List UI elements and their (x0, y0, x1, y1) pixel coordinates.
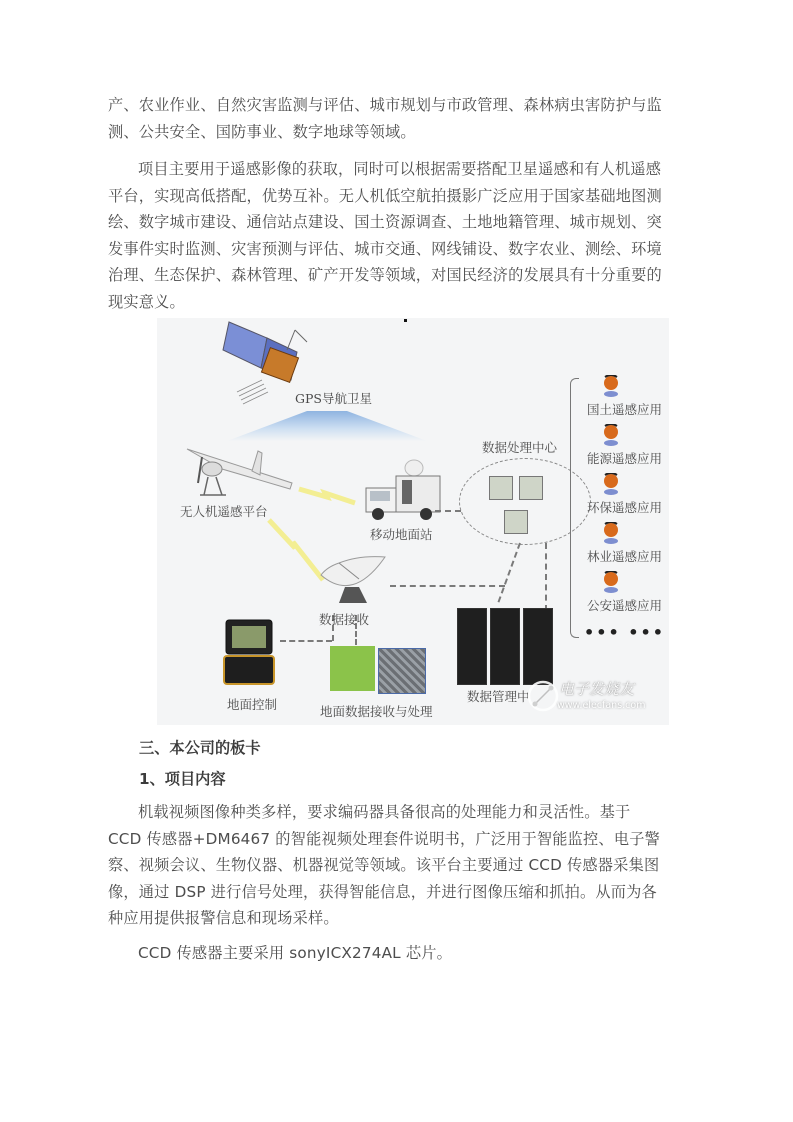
computer-icon (489, 476, 513, 500)
label-application: 能源遥感应用 (587, 451, 663, 466)
label-application: 国土遥感应用 (587, 402, 663, 417)
text-line: 测、公共安全、国防事业、数字地球等领域。 (108, 122, 416, 141)
label-gps-satellite: GPS导航卫星 (295, 391, 372, 406)
label-application: 环保遥感应用 (587, 500, 663, 515)
connector-line (545, 543, 547, 611)
connector-line (390, 585, 505, 587)
text-line: 机载视频图像种类多样，要求编码器具备很高的处理能力和灵活性。基于 (138, 803, 631, 821)
text-line: 治理、生态保护、森林管理、矿产开发等领域，对国民经济的发展具有十分重要的 (108, 266, 662, 284)
ellipsis-more: ••• ••• (584, 623, 665, 642)
text-line: 产、农业作业、自然灾害监测与评估、城市规划与市政管理、森林病虫害防护与监 (108, 96, 662, 114)
paragraph-project-content (108, 799, 674, 932)
computer-icon (504, 510, 528, 534)
wireless-link-icon (297, 483, 357, 508)
server-unit (490, 608, 520, 685)
label-application: 公安遥感应用 (587, 598, 663, 613)
paragraph-application-fields (108, 92, 674, 145)
server-rack-icon (457, 608, 552, 683)
mobile-ground-station-icon (362, 458, 442, 523)
watermark-logo-icon (527, 676, 559, 716)
receiver-device-icon (330, 646, 375, 691)
text-line: 平台，实现高低搭配，优势互补。无人机低空航拍摄影广泛应用于国家基础地图测 (108, 186, 662, 205)
label-ground-control: 地面控制 (227, 697, 278, 712)
watermark-text-en: www.elecfans.com (557, 700, 646, 711)
bracket-line (570, 378, 579, 638)
text-line: 绘、数字城市建设、通信站点建设、国土资源调查、土地地籍管理、城市规划、突 (108, 213, 662, 231)
user-icon (602, 424, 620, 446)
text-line: CCD 传感器主要采用 sonyICX274AL 芯片。 (138, 944, 453, 962)
uav-remote-sensing-system-diagram (157, 318, 669, 725)
label-data-reception: 数据接收 (319, 612, 370, 627)
text-line: 现实意义。 (108, 292, 185, 311)
text-line: 种应用提供报警信息和现场采样。 (108, 909, 339, 927)
user-icon (602, 522, 620, 544)
text-line: 发事件实时监测、灾害预测与评估、城市交通、网线铺设、数字农业、测绘、环境 (108, 239, 662, 258)
imagery-map-icon (378, 648, 426, 694)
user-icon (602, 571, 620, 593)
label-data-processing-center: 数据处理中心 (482, 440, 558, 455)
section-heading: 三、本公司的板卡 (139, 739, 261, 757)
uav-aircraft-icon (182, 443, 302, 503)
computer-icon (519, 476, 543, 500)
text-line: 像，通过 DSP 进行信号处理，获得智能信息，并进行图像压缩和抓拍。从而为各 (108, 882, 657, 901)
label-application: 林业遥感应用 (587, 549, 663, 564)
connector-line (435, 510, 461, 512)
user-icon (602, 375, 620, 397)
label-data-management: 数据管理中 (467, 689, 530, 704)
signal-beam (227, 411, 427, 441)
server-unit (523, 608, 553, 685)
text-line: 项目主要用于遥感影像的获取，同时可以根据需要搭配卫星遥感和有人机遥感 (138, 160, 662, 178)
connector-line (498, 543, 521, 603)
wireless-link-icon (267, 518, 327, 583)
paragraph-project-purpose (108, 156, 674, 315)
text-line: CCD 传感器+DM6467 的智能视频处理套件说明书，广泛用于智能监控、电子警 (108, 829, 660, 848)
text-line: 察、视频会议、生物仪器、机器视觉等领域。该平台主要通过 CCD 传感器采集图 (108, 856, 660, 874)
subsection-heading: 1、项目内容 (139, 770, 226, 788)
label-ground-data-processing: 地面数据接收与处理 (320, 704, 433, 719)
connector-line (280, 640, 332, 642)
user-icon (602, 473, 620, 495)
server-unit (457, 608, 487, 685)
paragraph-ccd-sensor (108, 940, 674, 967)
watermark-text-cn: 电子发烧友 (559, 680, 635, 698)
stray-dot (404, 319, 407, 322)
label-mobile-ground-station: 移动地面站 (370, 527, 433, 542)
ground-control-terminal-icon (222, 618, 277, 688)
satellite-dish-icon (319, 553, 387, 608)
watermark (527, 676, 667, 721)
label-uav-platform: 无人机遥感平台 (180, 504, 268, 519)
